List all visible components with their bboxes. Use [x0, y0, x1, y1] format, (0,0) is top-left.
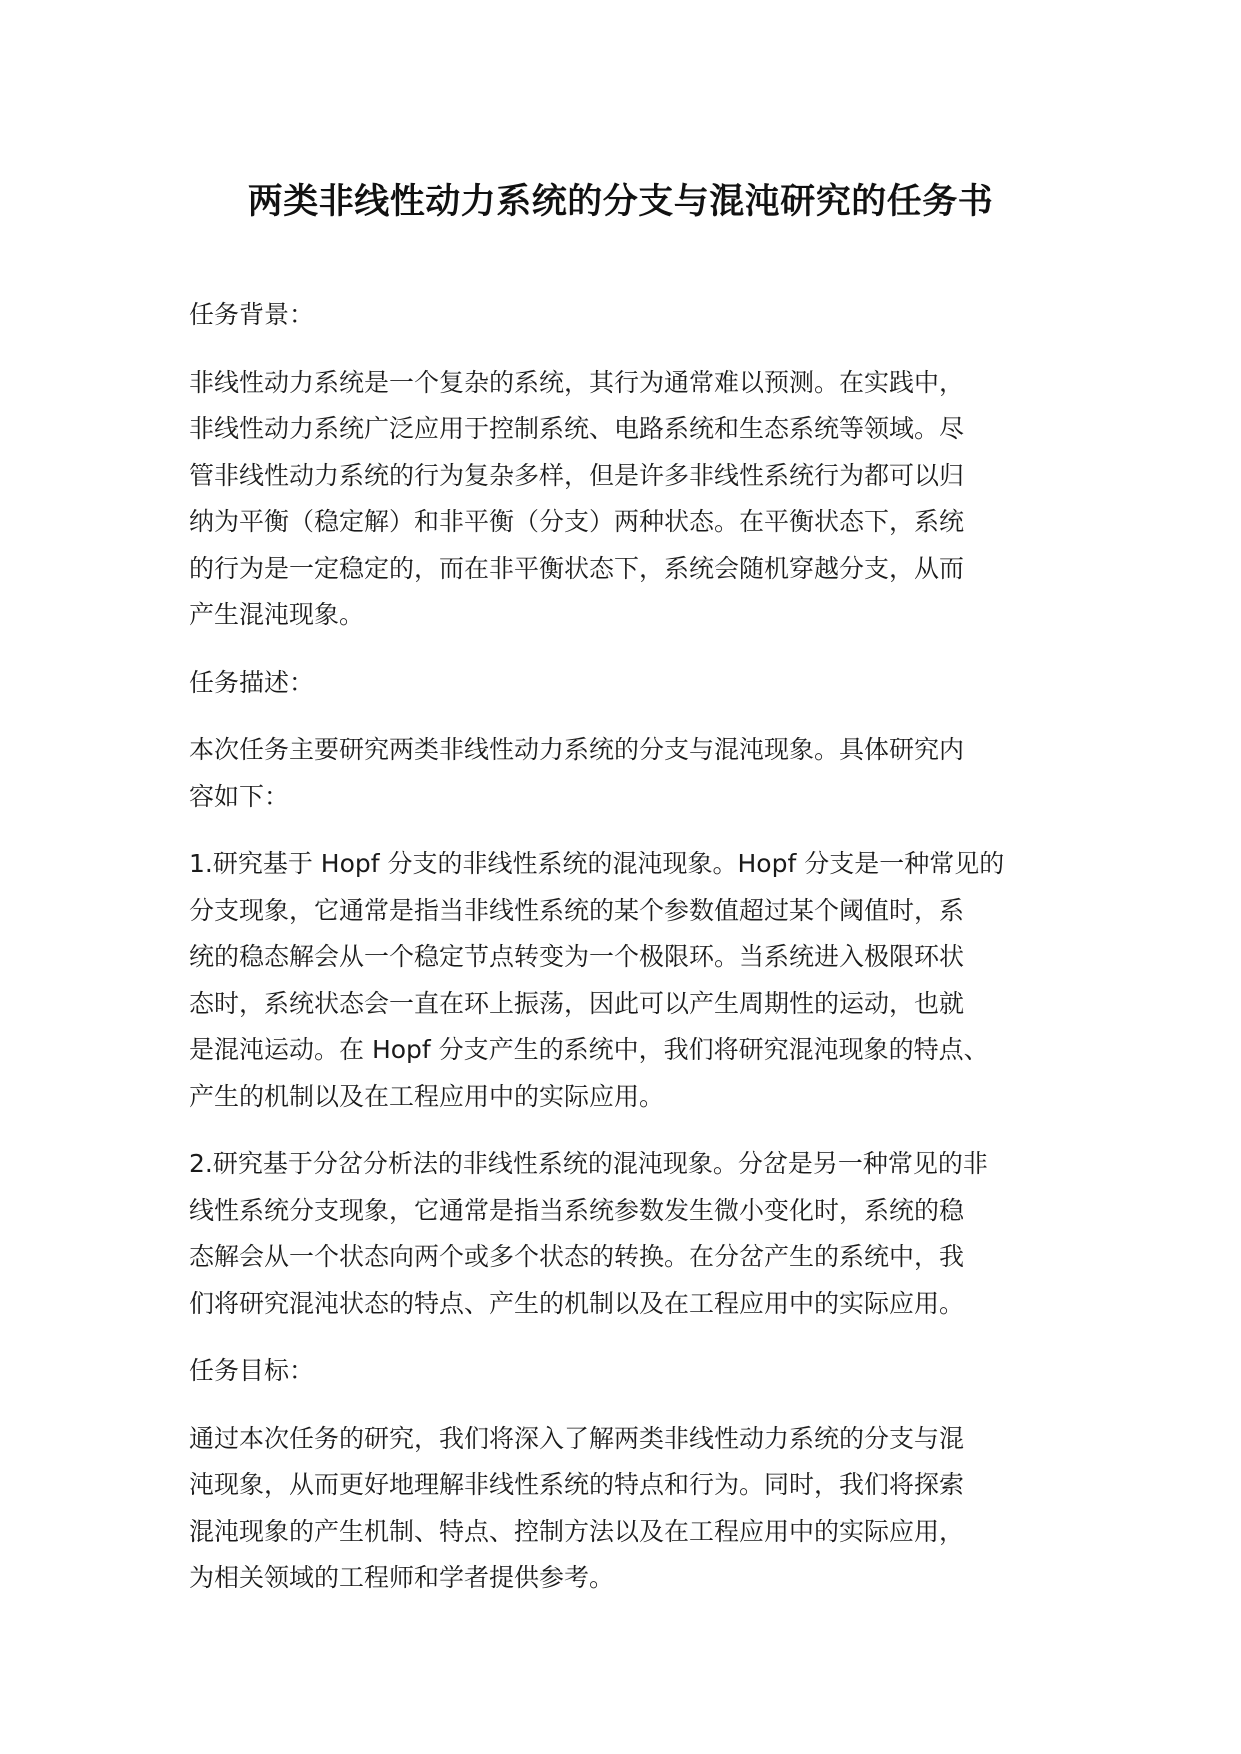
text-line: 态时，系统状态会一直在环上振荡，因此可以产生周期性的运动，也就	[189, 988, 965, 1018]
text-line: 混沌现象的产生机制、特点、控制方法以及在工程应用中的实际应用，	[189, 1516, 965, 1546]
text-line: 通过本次任务的研究，我们将深入了解两类非线性动力系统的分支与混	[189, 1423, 965, 1453]
text-line: 的行为是一定稳定的，而在非平衡状态下，系统会随机穿越分支，从而	[189, 553, 965, 583]
text-line: 是混沌运动。在 Hopf 分支产生的系统中，我们将研究混沌现象的特点、	[189, 1035, 989, 1064]
text-line: 1.研究基于 Hopf 分支的非线性系统的混沌现象。Hopf 分支是一种常见的	[189, 849, 1005, 878]
text-line: 非线性动力系统是一个复杂的系统，其行为通常难以预测。在实践中，	[189, 367, 965, 397]
text-line: 管非线性动力系统的行为复杂多样，但是许多非线性系统行为都可以归	[189, 460, 965, 490]
section-heading-background: 任务背景：	[189, 300, 315, 329]
text-line: 2.研究基于分岔分析法的非线性系统的混沌现象。分岔是另一种常见的非	[189, 1149, 988, 1178]
text-line: 容如下：	[189, 781, 290, 811]
text-line: 产生混沌现象。	[189, 600, 365, 629]
goal-paragraph	[189, 1416, 1065, 1602]
background-paragraph	[189, 360, 1065, 639]
text-line: 为相关领域的工程师和学者提供参考。	[189, 1563, 615, 1592]
text-line: 统的稳态解会从一个稳定节点转变为一个极限环。当系统进入极限环状	[189, 942, 965, 971]
text-line: 沌现象，从而更好地理解非线性系统的特点和行为。同时，我们将探索	[189, 1470, 965, 1499]
document-title: 两类非线性动力系统的分支与混沌研究的任务书	[247, 182, 994, 222]
text-line: 非线性动力系统广泛应用于控制系统、电路系统和生态系统等领域。尽	[189, 414, 965, 443]
description-item-2	[189, 1141, 1065, 1327]
section-heading-goal: 任务目标：	[189, 1356, 315, 1385]
text-line: 纳为平衡（稳定解）和非平衡（分支）两种状态。在平衡状态下，系统	[189, 507, 965, 536]
section-heading-description: 任务描述：	[189, 667, 315, 697]
text-line: 线性系统分支现象，它通常是指当系统参数发生微小变化时，系统的稳	[189, 1195, 965, 1225]
document-body	[189, 292, 1065, 1623]
text-line: 分支现象，它通常是指当非线性系统的某个参数值超过某个阈值时，系	[189, 895, 965, 925]
text-line: 们将研究混沌状态的特点、产生的机制以及在工程应用中的实际应用。	[189, 1288, 965, 1318]
text-line: 态解会从一个状态向两个或多个状态的转换。在分岔产生的系统中，我	[189, 1242, 965, 1271]
description-intro	[189, 727, 1065, 820]
text-line: 产生的机制以及在工程应用中的实际应用。	[189, 1081, 665, 1111]
description-item-1	[189, 841, 1065, 1120]
text-line: 本次任务主要研究两类非线性动力系统的分支与混沌现象。具体研究内	[189, 735, 965, 764]
